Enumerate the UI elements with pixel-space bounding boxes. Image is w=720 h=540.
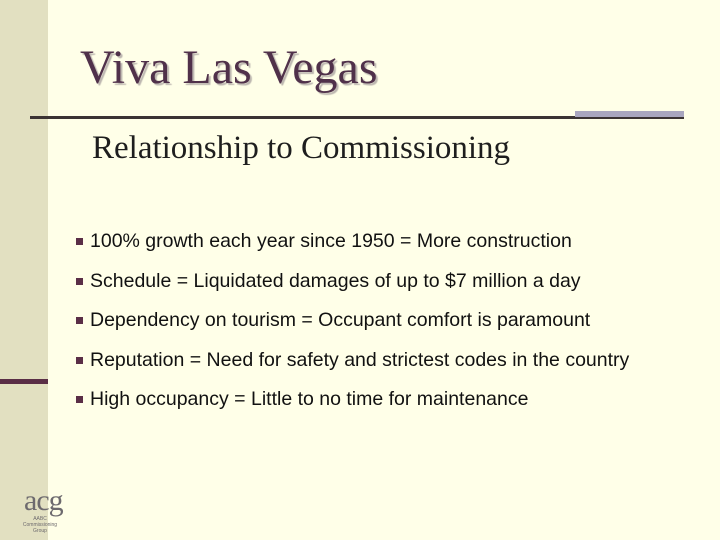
logo-mark: acg bbox=[24, 484, 63, 517]
bullet-text: High occupancy = Little to no time for maintenance bbox=[90, 388, 529, 411]
bullet-text: 100% growth each year since 1950 = More construction bbox=[90, 230, 572, 253]
logo-caption-line: Group bbox=[33, 528, 47, 534]
bullet-text: Schedule = Liquidated damages of up to $7 million a day bbox=[90, 269, 581, 292]
slide-title: Viva Las Vegas bbox=[80, 41, 378, 94]
slide-subtitle: Relationship to Commissioning bbox=[92, 130, 511, 166]
bullet-text: Reputation = Need for safety and strictest codes in the country bbox=[90, 348, 630, 371]
bullet-item bbox=[76, 222, 629, 262]
square-bullet-icon bbox=[76, 396, 83, 403]
bullet-list bbox=[76, 222, 629, 420]
logo-caption bbox=[8, 516, 72, 534]
left-decor-band bbox=[0, 0, 48, 540]
left-band-accent-line bbox=[0, 379, 48, 384]
bullet-item bbox=[76, 262, 629, 302]
acg-logo bbox=[8, 486, 72, 534]
square-bullet-icon bbox=[76, 238, 83, 245]
square-bullet-icon bbox=[76, 357, 83, 364]
bullet-item bbox=[76, 380, 629, 420]
logo-caption-line: Commissioning bbox=[22, 522, 58, 528]
logo-caption-line: AABC bbox=[33, 516, 47, 522]
bullet-text: Dependency on tourism = Occupant comfort is paramount bbox=[90, 309, 591, 332]
square-bullet-icon bbox=[76, 278, 83, 285]
bullet-item bbox=[76, 301, 629, 341]
title-divider-accent bbox=[575, 111, 684, 117]
bullet-item bbox=[76, 341, 629, 381]
square-bullet-icon bbox=[76, 317, 83, 324]
